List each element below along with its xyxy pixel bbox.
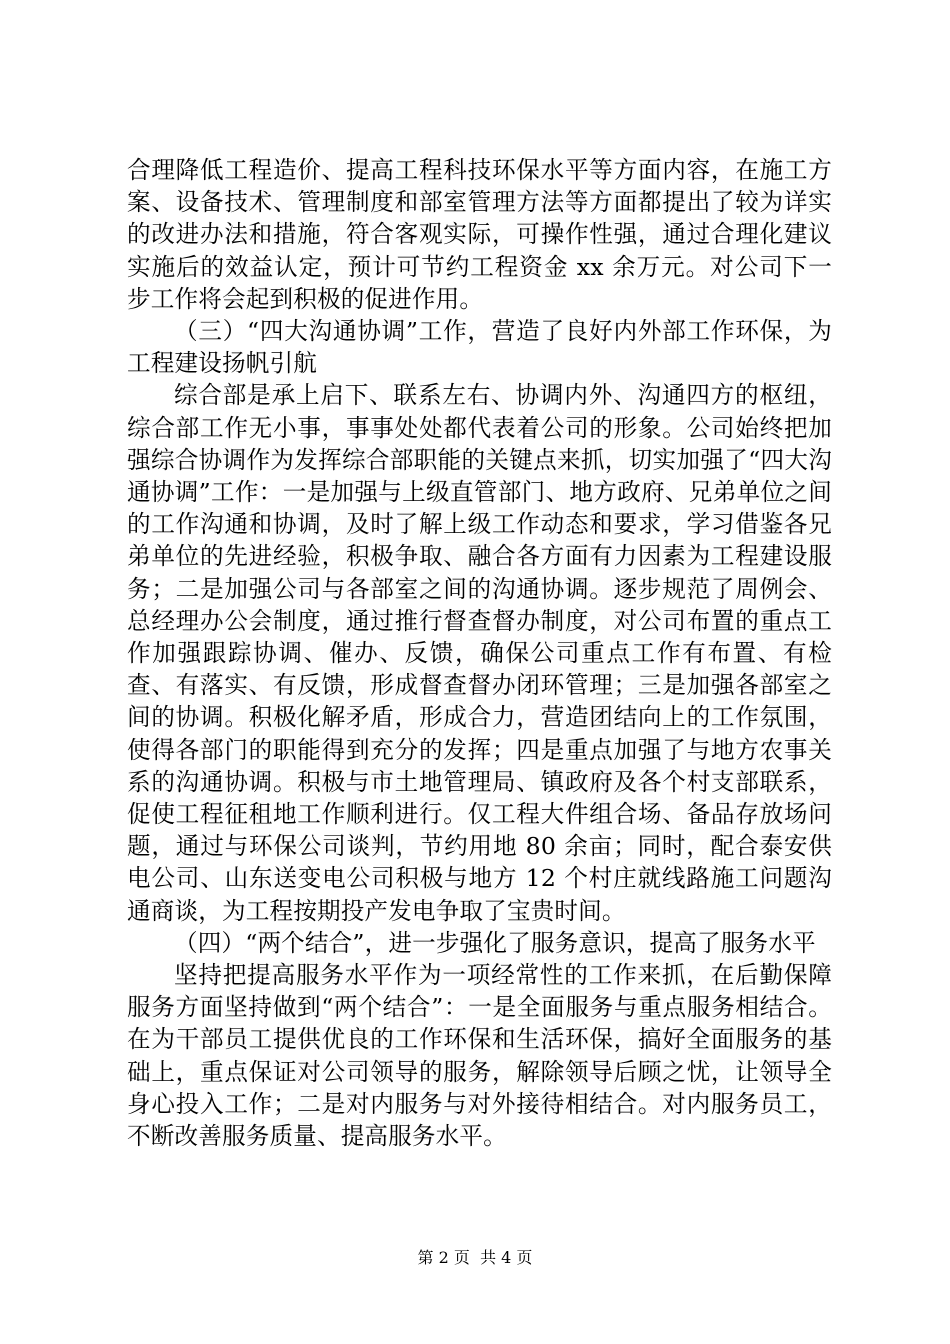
document-body [127,154,832,1152]
paragraph-service: 坚持把提高服务水平作为一项经常性的工作来抓，在后勤保障服务方面坚持做到“两个结合”：一是全面服务与重点服务相结合。在为干部员工提供优良的工作环保和生活环保，搞好全面服务的基础上，重点保证对公司领导的服务，解除领导后顾之忧，让领导全身心投入工作；二是对内服务与对外接待相结合。对内服务员工，不断改善服务质量、提高服务水平。 [127,961,832,1151]
paragraph-continuation: 合理降低工程造价、提高工程科技环保水平等方面内容，在施工方案、设备技术、管理制度和部室管理方法等方面都提出了较为详实的改进办法和措施，符合客观实际，可操作性强，通过合理化建议实施后的效益认定，预计可节约工程资金 xx 余万元。对公司下一步工作将会起到积极的促进作用。 [127,156,832,313]
paragraph-communication: 综合部是承上启下、联系左右、协调内外、沟通四方的枢纽，综合部工作无小事，事事处处都代表着公司的形象。公司始终把加强综合协调作为发挥综合部职能的关键点来抓，切实加强了“四大沟通协调”工作：一是加强与上级直管部门、地方政府、兄弟单位之间的工作沟通和协调，及时了解上级工作动态和要求，学习借鉴各兄弟单位的先进经验，积极争取、融合各方面有力因素为工程建设服务；二是加强公司与各部室之间的沟通协调。逐步规范了周例会、总经理办公会制度，通过推行督查督办制度，对公司布置的重点工作加强跟踪协调、催办、反馈，确保公司重点工作有布置、有检查、有落实、有反馈，形成督查督办闭环管理；三是加强各部室之间的协调。积极化解矛盾，形成合力，营造团结向上的工作氛围，使得各部门的职能得到充分的发挥；四是重点加强了与地方农事关系的沟通协调。积极与市土地管理局、镇政府及各个村支部联系，促使工程征租地工作顺利进行。仅工程大件组合场、备品存放场问题，通过与环保公司谈判，节约用地 80 余亩；同时，配合泰安供电公司、山东送变电公司积极与地方 12 个村庄就线路施工问题沟通商谈，为工程按期投产发电争取了宝贵时间。 [127,381,832,925]
section-heading-3: （三）“四大沟通协调”工作，营造了良好内外部工作环保，为工程建设扬帆引航 [127,317,832,378]
section-heading-4: （四）“两个结合”，进一步强化了服务意识，提高了服务水平 [174,928,816,957]
page-footer [0,1248,950,1268]
page-number: 第 2 页 共 4 页 [417,1248,533,1267]
